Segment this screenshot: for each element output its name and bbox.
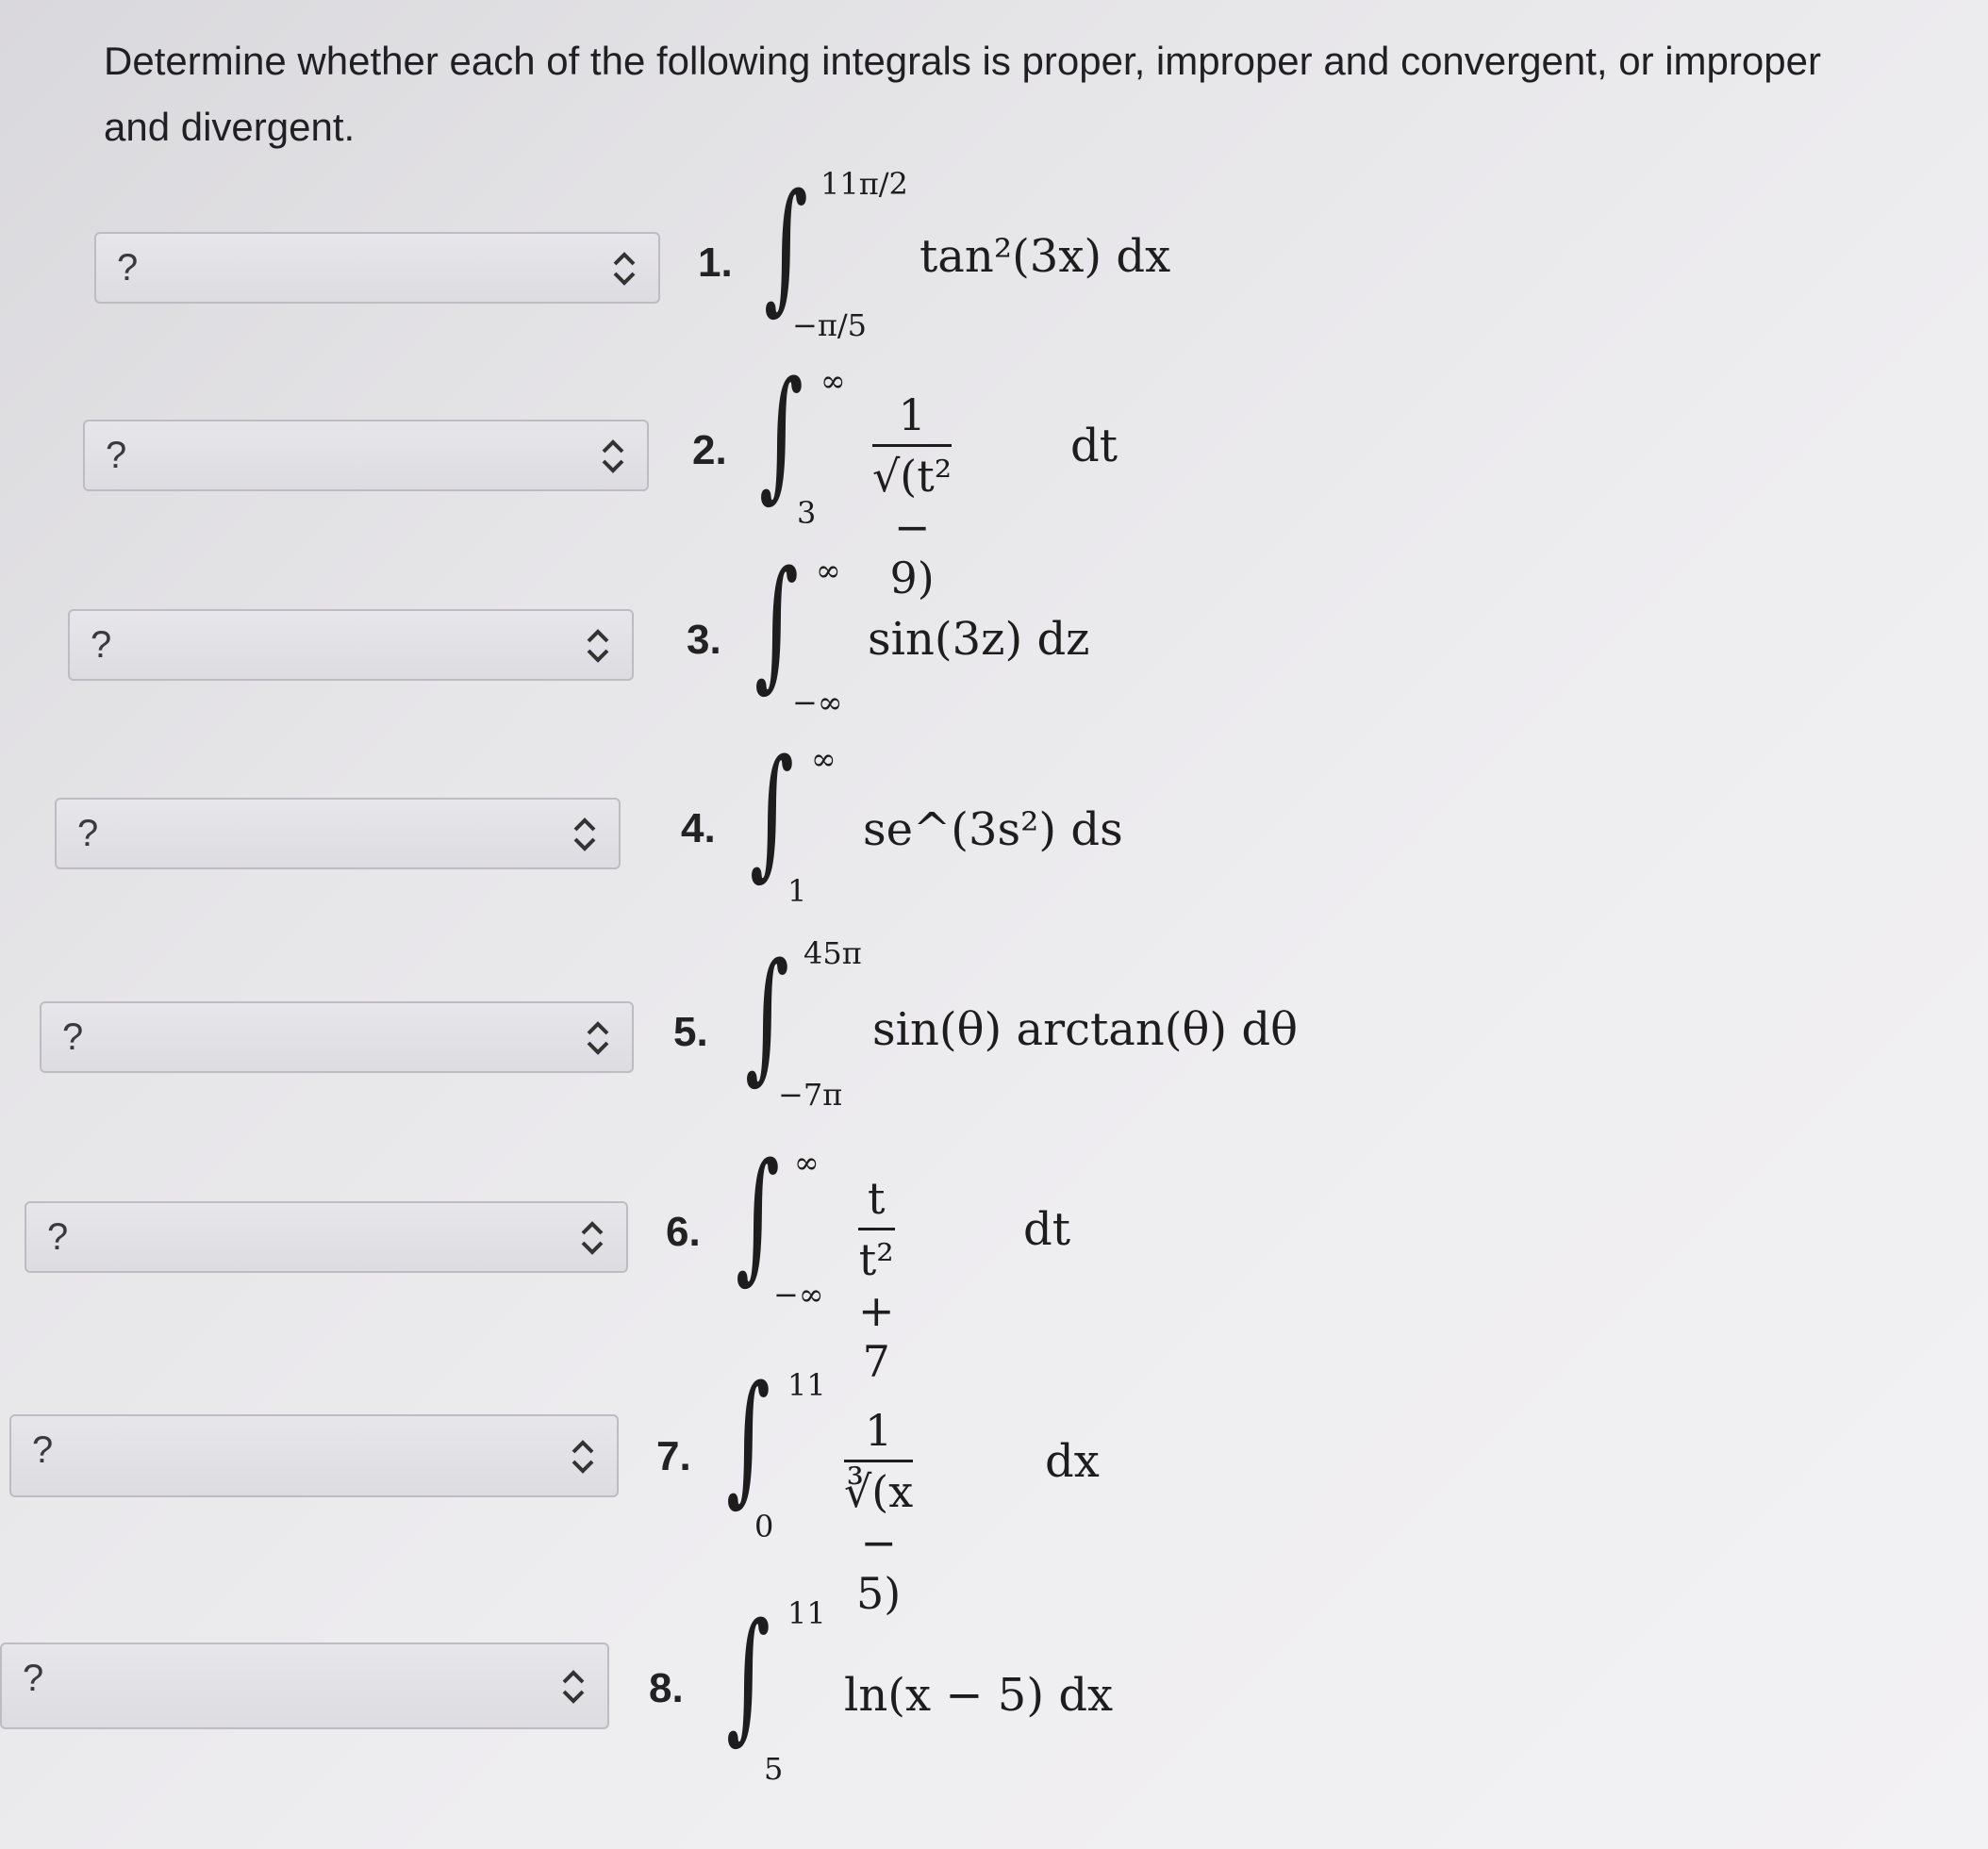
question-row-5: [0, 933, 1988, 1113]
select-placeholder: ?: [117, 247, 139, 289]
select-placeholder: ?: [47, 1216, 69, 1258]
answer-select-1[interactable]: [94, 232, 660, 304]
lower-limit: 1: [787, 873, 807, 909]
question-number: 2.: [692, 427, 727, 473]
select-placeholder: ?: [32, 1429, 54, 1471]
question-row-1: [0, 164, 1988, 343]
numerator: 1: [844, 1405, 913, 1462]
answer-select-2[interactable]: [83, 420, 649, 491]
question-row-8: [0, 1593, 1988, 1787]
question-row-3: [0, 541, 1988, 720]
differential: dt: [1070, 420, 1118, 472]
question-number: 6.: [666, 1209, 701, 1255]
select-placeholder: ?: [62, 1016, 84, 1058]
question-number: 7.: [656, 1433, 691, 1479]
question-prompt: Determine whether each of the following integrals is proper, improper and convergent, or improper and divergent.: [104, 39, 1821, 149]
question-row-4: [0, 730, 1988, 909]
upper-limit: 11π/2: [820, 166, 908, 202]
integral-sign: ∫: [726, 1356, 770, 1520]
upper-limit: 45π: [803, 935, 862, 971]
fraction: [858, 1173, 895, 1387]
integral-sign: ∫: [745, 933, 789, 1098]
lower-limit: 3: [797, 495, 817, 531]
upper-limit: ∞: [820, 363, 846, 399]
select-placeholder: ?: [106, 435, 127, 476]
answer-select-7[interactable]: [9, 1414, 619, 1497]
integral-sign: ∫: [764, 164, 808, 328]
integrand: tan²(3x) dx: [919, 230, 1171, 283]
question-number: 3.: [687, 617, 721, 663]
question-number: 5.: [673, 1009, 708, 1055]
chevron-updown-icon: [605, 245, 643, 292]
differential: dt: [1023, 1203, 1071, 1256]
integrand: sin(3z) dz: [868, 613, 1090, 666]
denominator: ∛(x − 5): [844, 1466, 914, 1619]
upper-limit: 11: [787, 1595, 826, 1631]
numerator: 1: [872, 389, 952, 447]
denominator: √(t² − 9): [872, 451, 953, 603]
question-number: 4.: [681, 805, 716, 851]
question-row-7: [0, 1356, 1988, 1619]
answer-select-6[interactable]: [25, 1201, 628, 1273]
integrand: se^(3s²) ds: [863, 803, 1123, 856]
chevron-updown-icon: [564, 1433, 602, 1480]
lower-limit: −∞: [792, 685, 843, 720]
lower-limit: −7π: [778, 1077, 843, 1113]
chevron-updown-icon: [555, 1663, 592, 1710]
question-number: 1.: [698, 239, 733, 286]
upper-limit: ∞: [811, 741, 837, 777]
integral-sign: ∫: [726, 1593, 770, 1758]
chevron-updown-icon: [566, 811, 604, 858]
lower-limit: −π/5: [792, 307, 867, 343]
chevron-updown-icon: [573, 1214, 611, 1262]
answer-select-4[interactable]: [55, 798, 621, 869]
upper-limit: ∞: [794, 1145, 820, 1180]
chevron-updown-icon: [594, 433, 632, 480]
question-row-2: [0, 352, 1988, 603]
answer-select-8[interactable]: [0, 1643, 609, 1729]
upper-limit: ∞: [816, 553, 841, 588]
lower-limit: 5: [764, 1751, 784, 1787]
integrand: ln(x − 5) dx: [844, 1669, 1114, 1722]
differential: dx: [1045, 1435, 1100, 1488]
answer-select-5[interactable]: [40, 1001, 634, 1073]
integral-sign: ∫: [736, 1133, 780, 1297]
denominator: t² + 7: [858, 1234, 895, 1387]
upper-limit: 11: [787, 1367, 826, 1403]
integrand: sin(θ) arctan(θ) dθ: [872, 1003, 1299, 1056]
select-placeholder: ?: [91, 624, 112, 666]
integral-sign: ∫: [750, 730, 794, 894]
integral-sign: ∫: [754, 541, 799, 705]
numerator: t: [858, 1173, 895, 1230]
chevron-updown-icon: [579, 622, 617, 669]
fraction: [844, 1405, 913, 1619]
integral-sign: ∫: [759, 352, 803, 516]
lower-limit: 0: [754, 1509, 774, 1544]
lower-limit: −∞: [773, 1277, 824, 1312]
chevron-updown-icon: [579, 1015, 617, 1062]
answer-select-3[interactable]: [68, 609, 634, 681]
question-number: 8.: [649, 1665, 684, 1711]
fraction: [872, 389, 952, 603]
select-placeholder: ?: [77, 813, 99, 854]
select-placeholder: ?: [23, 1658, 44, 1699]
